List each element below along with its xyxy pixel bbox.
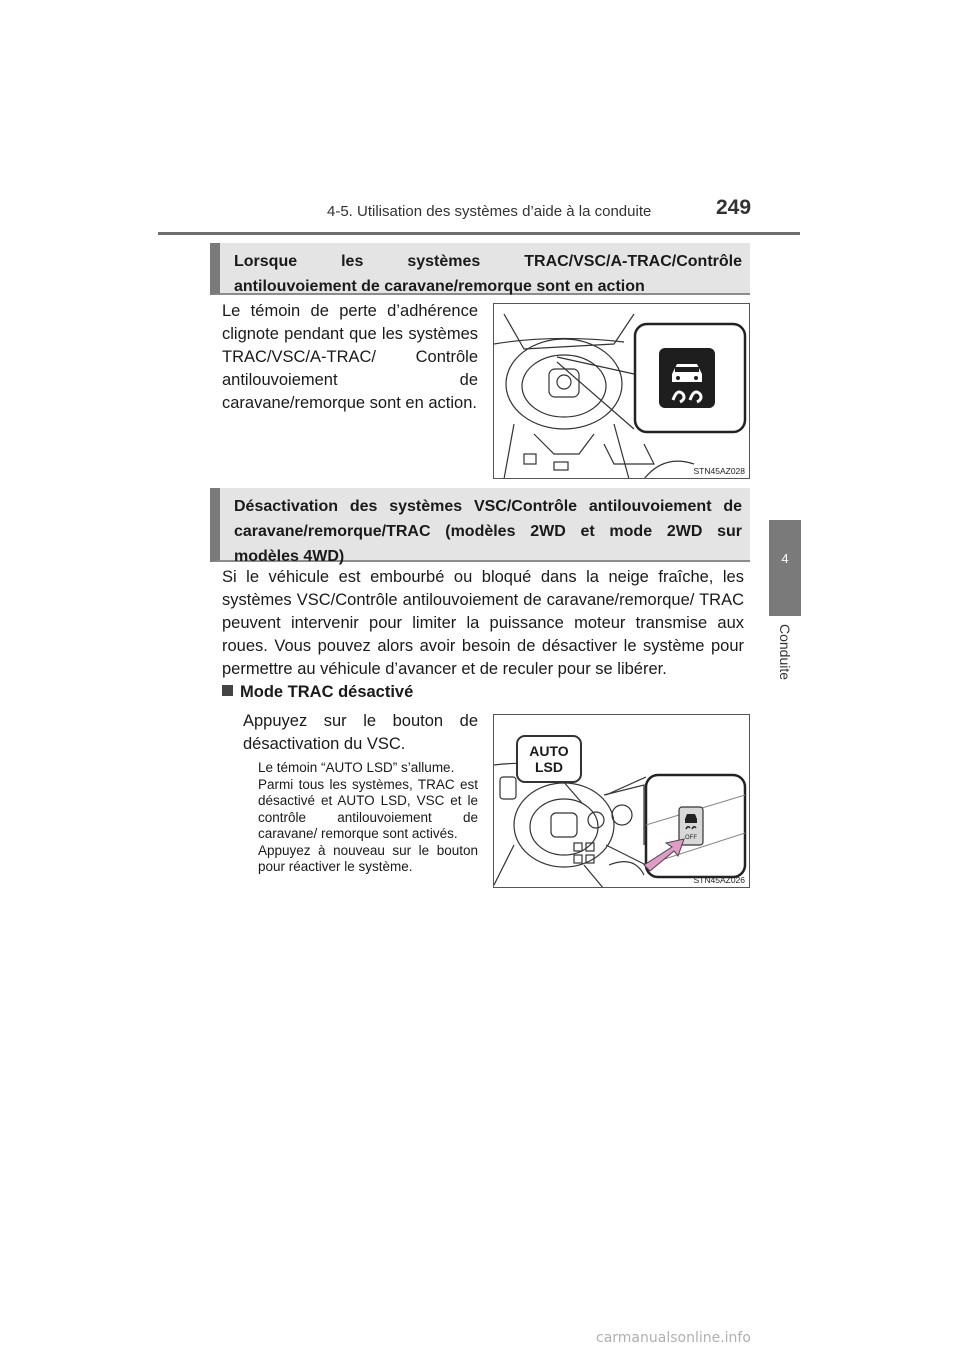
figure-vsc-off-button	[493, 714, 750, 888]
page-number: 249	[716, 196, 752, 219]
auto-lsd-line1: AUTO	[529, 743, 569, 759]
watermark: carmanualsonline.info	[596, 1330, 751, 1346]
figure-dashboard-slip-indicator	[493, 303, 750, 479]
auto-lsd-callout	[516, 735, 582, 783]
section-title: 4-5. Utilisation des systèmes d’aide à la conduite	[327, 203, 652, 220]
figure-code: STN45AZ026	[693, 875, 745, 885]
square-bullet-icon	[222, 685, 233, 696]
note-item: Parmi tous les systèmes, TRAC est désactivé et AUTO LSD, VSC et le contrôle antilouvoiement de caravane/ remorque sont activés.	[258, 776, 478, 841]
note-item: Le témoin “AUTO LSD” s’allume.	[258, 760, 455, 775]
section-body-deactivation: Si le véhicule est embourbé ou bloqué dans la neige fraîche, les systèmes VSC/Contrôle antilouvoiement de caravane/remorque/ TRAC peuvent intervenir pour limiter la puissance moteur transmise aux roues. Vous pouvez alors avoir besoin de désactiver le système pour permettre au véhicule d’avancer et de reculer pour se libérer.	[222, 568, 744, 678]
chapter-tab	[769, 520, 801, 616]
chapter-label: Conduite	[777, 623, 793, 681]
subheading-trac-off	[222, 683, 413, 702]
auto-lsd-line2: LSD	[535, 759, 563, 775]
section-heading-traction-active: Lorsque les systèmes TRAC/VSC/A-TRAC/Contrôle antilouvoiement de caravane/remorque sont en action	[210, 243, 750, 295]
dashboard-illustration	[494, 304, 750, 479]
button-off-text: OFF	[685, 835, 697, 841]
figure-code: STN45AZ028	[693, 466, 745, 476]
section-body-traction-active: Le témoin de perte d’adhérence clignote pendant que les systèmes TRAC/VSC/A-TRAC/ Contrôle antilouvoiement de caravane/remorque sont en action.	[222, 302, 478, 412]
chapter-number: 4	[781, 551, 789, 566]
slip-indicator-icon	[659, 348, 715, 408]
subheading-text: Mode TRAC désactivé	[240, 683, 414, 701]
notes	[258, 760, 478, 876]
section-heading-deactivation: Désactivation des systèmes VSC/Contrôle antilouvoiement de caravane/remorque/TRAC (modèles 2WD et mode 2WD sur modèles 4WD)	[210, 488, 750, 562]
note-item: Appuyez à nouveau sur le bouton pour réactiver le système.	[258, 842, 478, 874]
header-rule	[158, 232, 800, 235]
instruction-text: Appuyez sur le bouton de désactivation du VSC.	[243, 712, 478, 753]
